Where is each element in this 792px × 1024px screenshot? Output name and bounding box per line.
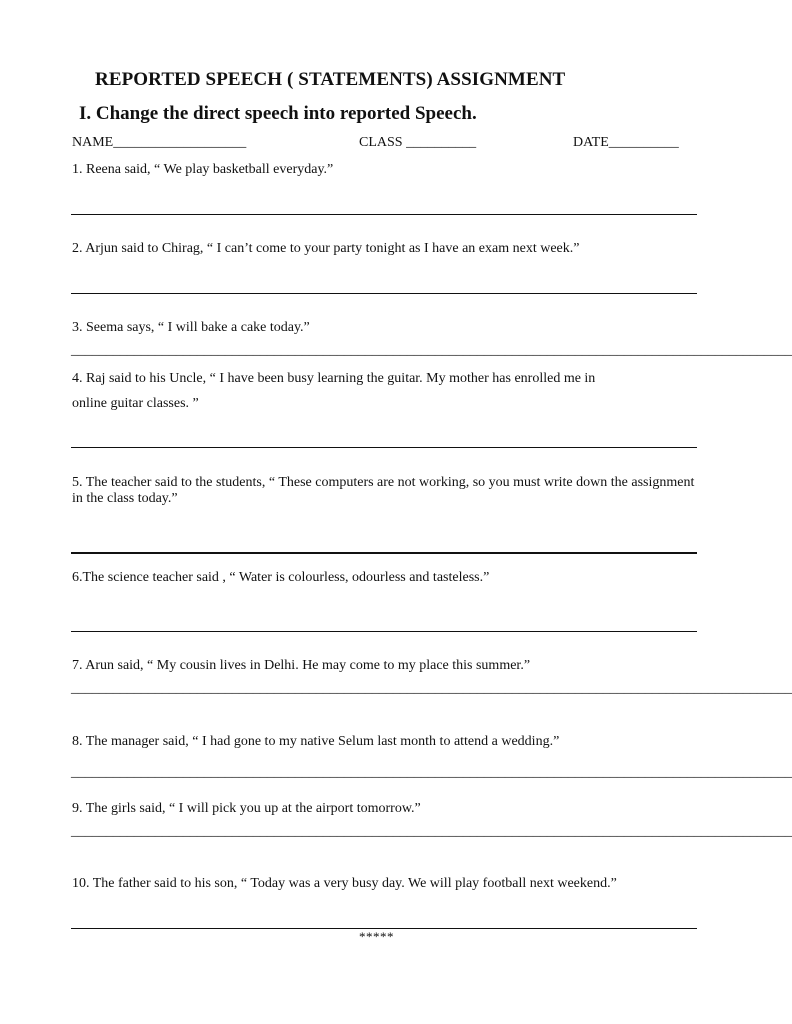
question-9: 9. The girls said, “ I will pick you up at the airport tomorrow.” [72, 801, 421, 816]
answer-line-9: _______________________________________________________________________________________________________ [71, 824, 792, 839]
question-6: 6.The science teacher said , “ Water is colourless, odourless and tasteless.” [72, 570, 490, 585]
answer-line-4 [71, 447, 697, 448]
question-7: 7. Arun said, “ My cousin lives in Delhi. He may come to my place this summer.” [72, 658, 531, 673]
name-field: NAME___________________ [72, 135, 247, 150]
date-field: DATE__________ [573, 135, 679, 150]
answer-line-5 [71, 552, 697, 554]
question-4-continued: online guitar classes. ” [72, 396, 199, 411]
instruction-heading: I. Change the direct speech into reported Speech. [79, 103, 477, 124]
answer-line-3: _______________________________________________________________________________________________________ [71, 343, 792, 358]
class-field: CLASS __________ [359, 135, 477, 150]
question-8: 8. The manager said, “ I had gone to my native Selum last month to attend a wedding.” [72, 734, 560, 749]
question-2: 2. Arjun said to Chirag, “ I can’t come to your party tonight as I have an exam next week.” [72, 241, 580, 256]
assignment-title: REPORTED SPEECH ( STATEMENTS) ASSIGNMENT [95, 69, 566, 90]
answer-line-8: _______________________________________________________________________________________________________ [71, 765, 792, 780]
question-10: 10. The father said to his son, “ Today was a very busy day. We will play football next weekend.” [72, 876, 617, 891]
question-5: 5. The teacher said to the students, “ These computers are not working, so you must write down the assignment in the class today.” [72, 475, 695, 506]
question-4: 4. Raj said to his Uncle, “ I have been busy learning the guitar. My mother has enrolled me in [72, 371, 596, 386]
question-3: 3. Seema says, “ I will bake a cake today.” [72, 320, 310, 335]
answer-line-6 [71, 631, 697, 632]
answer-line-1 [71, 214, 697, 215]
question-1: 1. Reena said, “ We play basketball everyday.” [72, 162, 334, 177]
answer-line-2 [71, 293, 697, 294]
end-marker: ***** [359, 929, 394, 944]
answer-line-7: _______________________________________________________________________________________________________ [71, 681, 792, 696]
